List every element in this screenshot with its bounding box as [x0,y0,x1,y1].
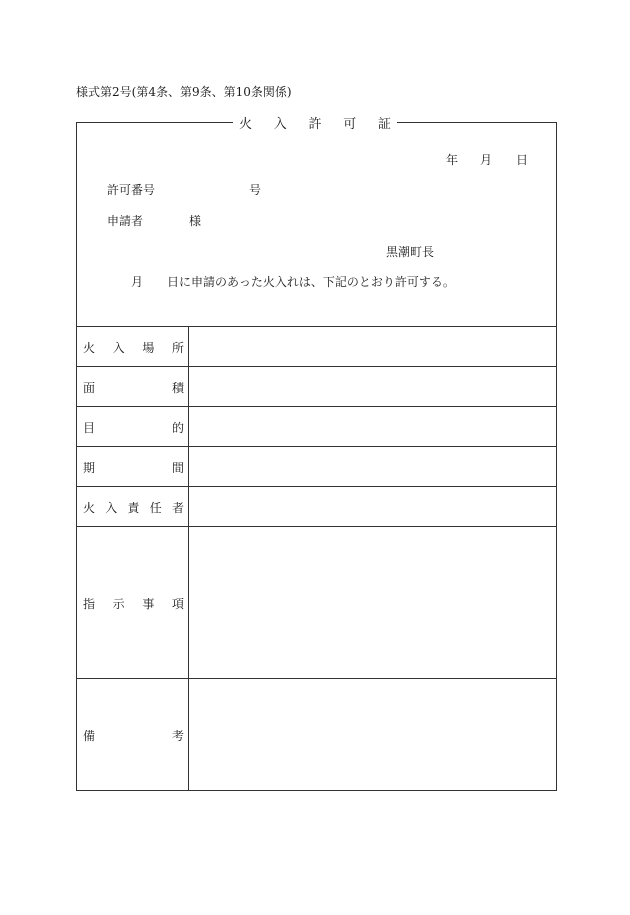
label-char: 任 [149,501,162,515]
permit-form-frame [76,122,557,791]
issuer-title: 黒潮町長 [386,245,435,259]
label-char: 備 [83,729,96,743]
label-char: 場 [142,341,155,355]
label-char: 項 [171,597,184,611]
form-reference: 様式第2号(第4条、第9条、第10条関係) [76,85,292,99]
label-char: 目 [83,421,96,435]
row-label-remarks [83,727,184,744]
row-label-purpose [83,419,184,436]
label-char: 責 [127,501,140,515]
label-char: 的 [171,421,184,435]
statement-month: 月 [131,275,144,289]
label-char: 事 [142,597,155,611]
label-char: 示 [112,597,125,611]
permit-number-label: 許可番号 [107,183,156,197]
title-char: 入 [273,116,287,132]
label-char: 入 [105,501,118,515]
title-char: 許 [308,116,322,132]
label-char: 間 [171,461,184,475]
applicant-label: 申請者 [107,214,144,228]
title-char: 可 [343,116,357,132]
row-label-period [83,459,184,476]
row-label-area [83,379,184,396]
date-year-label: 年 [446,153,459,167]
label-char: 火 [83,341,96,355]
table-divider [76,486,557,487]
date-day-label: 日 [516,153,529,167]
row-label-responsible-person [83,499,184,516]
label-char: 指 [83,597,96,611]
title-char: 火 [239,116,253,132]
table-column-divider [188,326,189,791]
table-divider [76,406,557,407]
label-char: 面 [83,381,96,395]
label-char: 入 [112,341,125,355]
date-month-label: 月 [480,153,493,167]
label-char: 火 [83,501,96,515]
statement-text: 日に申請のあった火入れは、下記のとおり許可する。 [167,275,455,289]
applicant-honorific: 様 [189,214,202,228]
table-divider [76,526,557,527]
table-divider [76,678,557,679]
title-char: 証 [377,116,391,132]
label-char: 積 [171,381,184,395]
permit-number-suffix: 号 [249,183,262,197]
document-title [233,113,397,131]
label-char: 期 [83,461,96,475]
row-label-fire-location [83,339,184,356]
label-char: 者 [171,501,184,515]
label-char: 所 [171,341,184,355]
table-divider [76,366,557,367]
table-divider [76,446,557,447]
table-divider [76,326,557,327]
label-char: 考 [171,729,184,743]
row-label-instructions [83,595,184,612]
